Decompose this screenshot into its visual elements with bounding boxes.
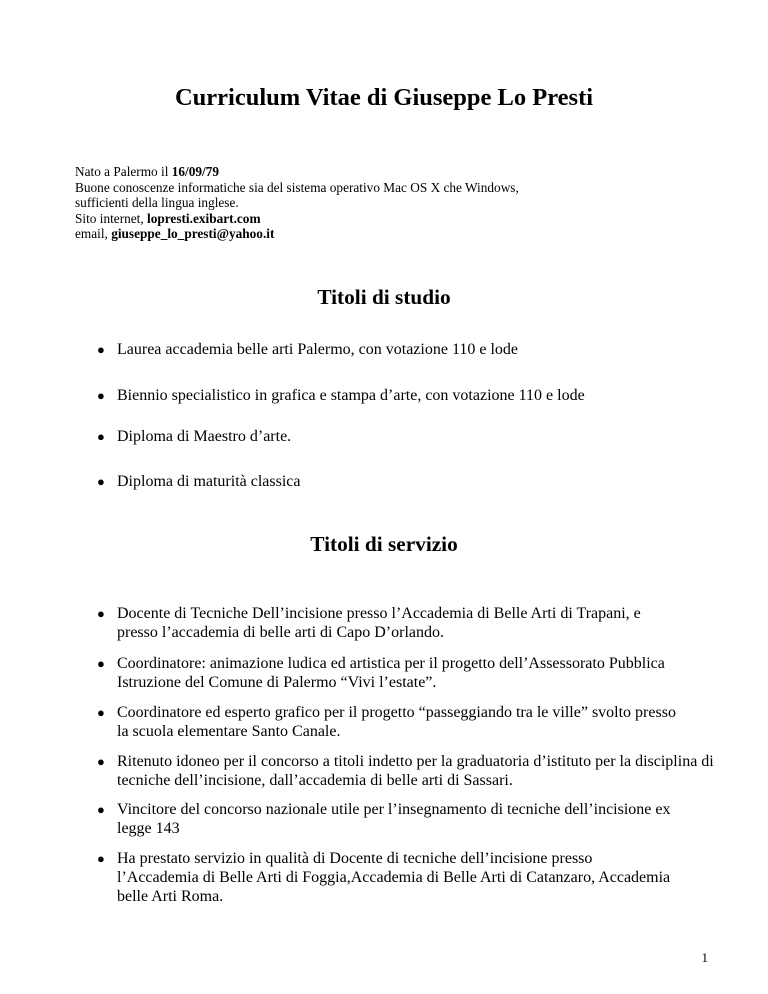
bullet-icon: ● [97,802,105,817]
birth-prefix: Nato a Palermo il [75,164,172,179]
page-title: Curriculum Vitae di Giuseppe Lo Presti [174,84,594,111]
list-item-text: Diploma di maturità classica [117,473,301,490]
page-number: 1 [701,950,708,965]
bullet-icon: ● [97,851,105,866]
section-heading-studio: Titoli di studio [317,285,451,309]
bullet-icon: ● [97,429,105,444]
bullet-icon: ● [97,606,105,621]
website-prefix: Sito internet, [75,210,148,226]
personal-info [75,164,519,242]
list-item [97,849,677,906]
computer-skills: Buone conoscenze informatiche sia del sistema operativo Mac OS X che Windows, [75,179,519,195]
english-skills: sufficienti della lingua inglese. [75,195,239,211]
list-item-text: Docente di Tecniche Dell’incisione presso l’Accademia di Belle Arti di Trapani, e presso l’accademia di belle arti di Capo D’orlando. [117,605,641,641]
website-link[interactable]: lopresti.exibart.com [147,210,261,226]
list-item [97,703,677,741]
list-item-text: Coordinatore ed esperto grafico per il progetto “passeggiando tra le ville” svolto presso la scuola elementare Santo Canale. [117,704,676,740]
list-item-text: Vincitore del concorso nazionale utile per l’insegnamento di tecniche dell’incisione ex legge 143 [117,801,671,837]
website-line [75,211,519,227]
list-item-text: Laurea accademia belle arti Palermo, con votazione 110 e lode [117,341,518,358]
birth-date: 16/09/79 [171,164,220,179]
email-prefix: email, [75,226,112,242]
list-item-text: Ha prestato servizio in qualità di Docente di tecniche dell’incisione presso l’Accademia di Belle Arti di Foggia,Accademia di Belle Arti di Catanzaro, Accademia belle Arti Roma. [117,850,671,905]
list-item-text: Ritenuto idoneo per il concorso a titoli indetto per la graduatoria d’istituto per la disciplina di tecniche dell’incisione, dall’accademia di belle arti di Sassari. [117,753,714,789]
bullet-icon: ● [97,656,105,671]
list-item [97,472,301,491]
list-item [97,800,677,838]
list-item [97,427,291,446]
list-item-text: Coordinatore: animazione ludica ed artistica per il progetto dell’Assessorato Pubblica Istruzione del Comune di Palermo “Vivi l’estate”. [117,655,665,691]
birth-line [75,164,519,180]
bullet-icon: ● [97,342,105,357]
email-link[interactable]: giuseppe_lo_presti@yahoo.it [111,226,275,242]
section-heading-servizio: Titoli di servizio [310,532,458,556]
list-item [97,386,585,405]
bullet-icon: ● [97,754,105,769]
list-item-text: Biennio specialistico in grafica e stampa d’arte, con votazione 110 e lode [117,387,585,404]
bullet-icon: ● [97,705,105,720]
bullet-icon: ● [97,388,105,403]
list-item [97,604,677,642]
email-line [75,226,519,242]
list-item [97,654,677,692]
list-item [97,752,717,790]
list-item-text: Diploma di Maestro d’arte. [117,428,292,445]
list-item [97,340,518,359]
bullet-icon: ● [97,474,105,489]
